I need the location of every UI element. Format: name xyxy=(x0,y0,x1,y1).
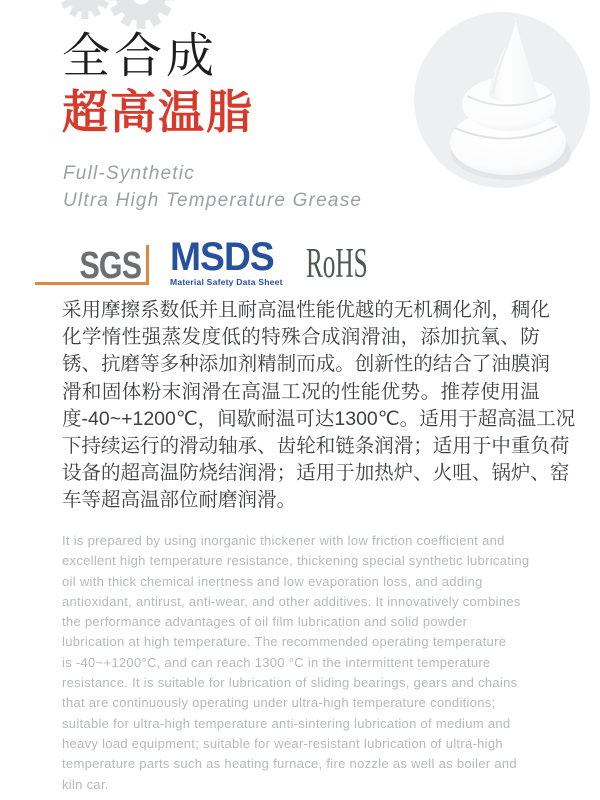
text-line: 设 备 的 超 高 温 防 烧 结 润 滑 ； 适 用 于 加 热 炉 、 火 咀 、 锅 炉 、 窑 xyxy=(62,462,570,485)
sgs-certification-badge xyxy=(35,245,149,285)
msds-logo-text: MSDS xyxy=(170,235,274,279)
text-line: 度 -40~+1200 ℃ ， 间 歇 耐 温 可 达 1300 ℃ 。 适 用 于 超 高 温 工 况 xyxy=(62,407,576,430)
description-english xyxy=(62,531,540,795)
title-cn-black: 全合成 xyxy=(62,30,219,83)
description-chinese xyxy=(62,297,576,515)
subtitle-en xyxy=(63,160,362,214)
subtitle-line-1: Full-Synthetic xyxy=(63,163,195,184)
text-line: lubrication at high temperature. The recommended operating temperature xyxy=(62,634,507,650)
text-line: 采 用 摩 擦 系 数 低 并 且 耐 高 温 性 能 优 越 的 无 机 稠 化 剂 ， 稠 化 xyxy=(62,299,550,321)
msds-tagline: Material Safety Data Sheet xyxy=(170,277,283,287)
rohs-logo-text: RoHS xyxy=(306,241,368,287)
text-line: 锈 、 抗 磨 等 多 种 添 加 剂 精 制 而 成 。 创 新 性 的 结 合 了 油 膜 润 xyxy=(62,353,550,376)
text-line: It is prepared by using inorganic thickener with low friction coefficient and xyxy=(62,533,505,548)
text-line: heavy load equipment; suitable for wear-resistant lubrication of ultra-high xyxy=(62,735,503,751)
text-line: that are continuously operating under ultra-high temperature conditions; xyxy=(62,695,496,711)
text-line: resistance. It is suitable for lubrication of sliding bearings, gears and chains xyxy=(62,675,518,691)
text-line: suitable for ultra-high temperature anti-sintering lubrication of medium and xyxy=(62,715,511,731)
text-line: temperature parts such as heating furnace, fire nozzle as well as boiler and xyxy=(62,756,517,772)
text-line: excellent high temperature resistance, thickening special synthetic lubricating xyxy=(62,553,530,569)
text-line: is -40~+1200°C, and can reach 1300 °C in the intermittent temperature xyxy=(62,654,491,670)
sgs-orange-bar xyxy=(146,245,149,285)
text-line: 下 持 续 运 行 的 滑 动 轴 承 、 齿 轮 和 链 条 润 滑 ； 适 用 于 中 重 负 荷 xyxy=(62,434,570,457)
product-photo-image xyxy=(405,0,600,200)
text-line: the performance advantages of oil film lubrication and solid powder xyxy=(62,614,468,630)
rohs-certification-badge xyxy=(306,241,409,287)
msds-certification-badge xyxy=(170,235,283,287)
page-title xyxy=(62,28,254,138)
subtitle-line-2: Ultra High Temperature Grease xyxy=(63,190,363,211)
text-line: 车等超高温部位耐磨润滑。 xyxy=(62,489,297,512)
text-line: antioxidant, antirust, anti-wear, and other additives. It innovatively combines xyxy=(62,593,521,609)
sgs-logo-text: SGS xyxy=(79,245,141,287)
title-cn-red: 超高温脂 xyxy=(62,86,254,138)
text-line: 滑 和 固 体 粉 末 润 滑 在 高 温 工 况 的 性 能 优 势 。 推 荐 使 用 温 xyxy=(62,380,540,403)
gear-large-icon xyxy=(108,0,174,29)
text-line: kiln car. xyxy=(62,776,109,792)
text-line: 化 学 惰 性 强 蒸 发 度 低 的 特 殊 合 成 润 滑 油 ， 添 加 抗 氧 、 防 xyxy=(62,326,540,349)
gear-small-icon xyxy=(59,0,111,19)
text-line: oil with thick chemical inertness and low evaporation loss, and adding xyxy=(62,573,483,589)
